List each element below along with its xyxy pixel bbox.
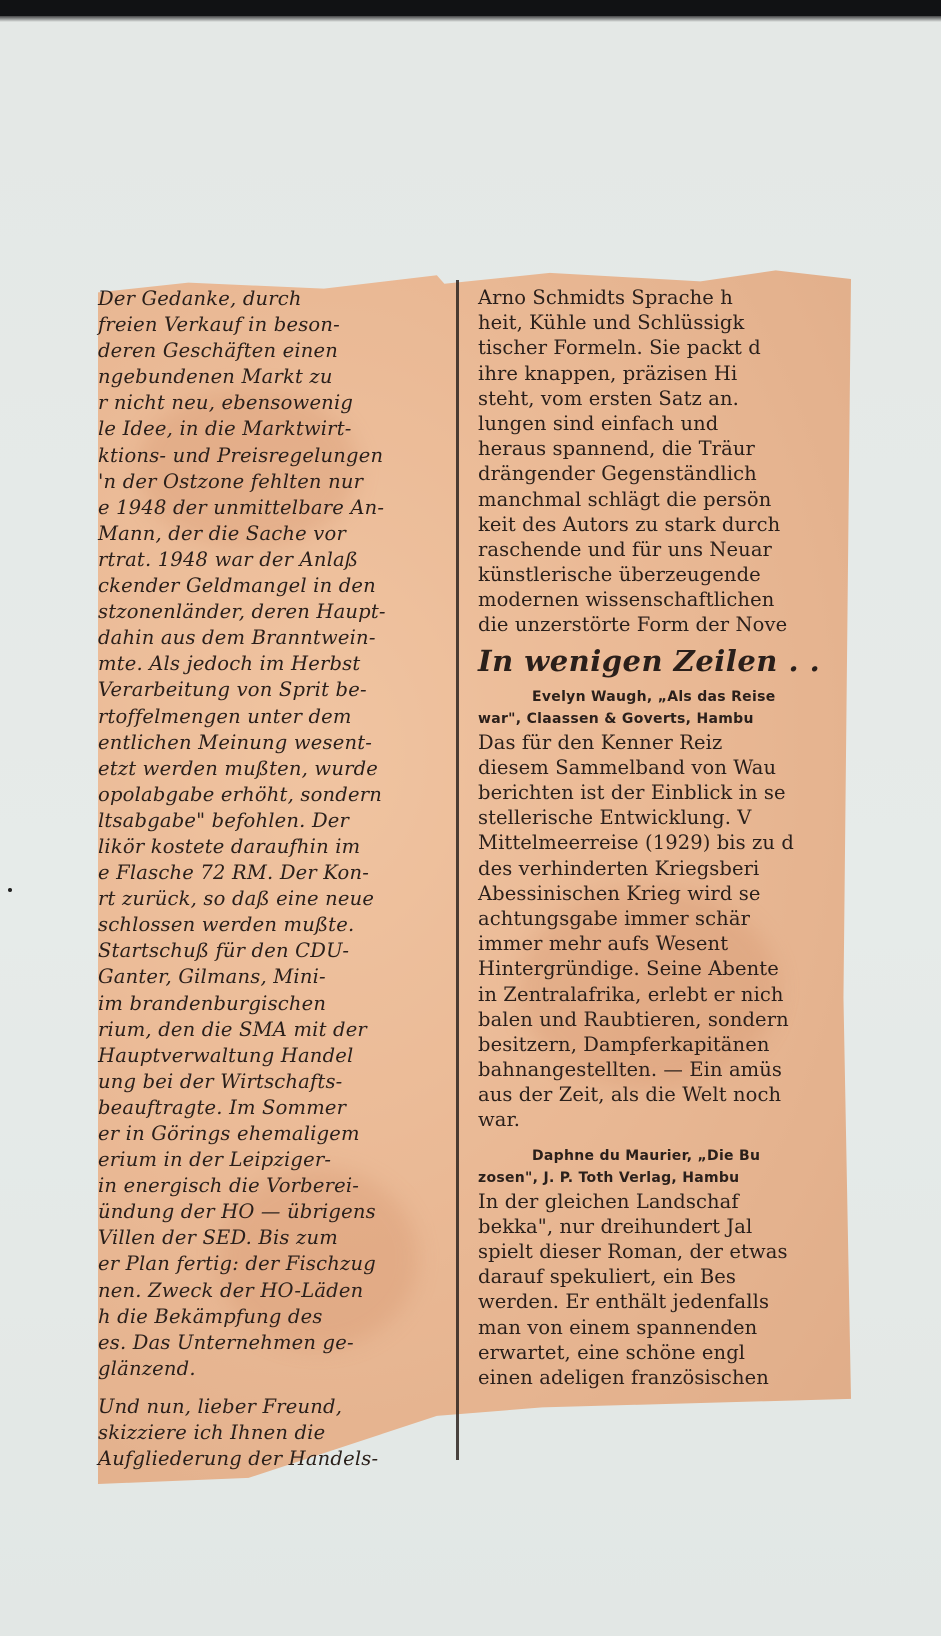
article-line: glänzend.: [98, 1356, 196, 1380]
article-line: r nicht neu, ebensowenig: [98, 391, 354, 415]
article-line: er Plan fertig: der Fischzug: [98, 1252, 376, 1276]
review-line: bekka", nur dreihundert Jal: [478, 1214, 753, 1238]
top-dark-edge: [0, 0, 941, 16]
review-line: spielt dieser Roman, der etwas: [478, 1240, 788, 1263]
review-line: lungen sind einfach und: [478, 411, 719, 435]
article-line: stzonenländer, deren Haupt-: [98, 600, 386, 624]
article-line: le Idee, in die Marktwirt-: [98, 417, 352, 441]
review-line: war.: [478, 1108, 521, 1132]
article-line: deren Geschäften einen: [98, 339, 339, 363]
review-intro-paragraph: [478, 285, 846, 638]
article-line: e Flasche 72 RM. Der Kon-: [98, 861, 370, 885]
review-credit-line: Daphne du Maurier, „Die Bu: [532, 1147, 761, 1164]
review-credit-line: war", Claassen & Goverts, Hambu: [478, 710, 754, 727]
review1-body: [478, 730, 846, 1133]
review-line: ihre knappen, präzisen Hi: [478, 361, 738, 385]
article-line: Mann, der die Sache vor: [98, 521, 346, 545]
review-line: des verhinderten Kriegsberi: [478, 856, 760, 880]
right-column-reviews: [478, 285, 846, 1455]
review-line: die unzerstörte Form der Nove: [478, 613, 788, 637]
article-line: Verarbeitung von Sprit be-: [98, 678, 367, 702]
review-line: darauf spekuliert, ein Bes: [478, 1265, 737, 1289]
review-line: modernen wissenschaftlichen: [478, 588, 775, 612]
article-line: schlossen werden mußte.: [98, 913, 355, 937]
article-line: e 1948 der unmittelbare An-: [98, 495, 385, 519]
left-column-article: [98, 286, 444, 1471]
review-line: Mittelmeerreise (1929) bis zu d: [478, 831, 794, 855]
article-line: rtrat. 1948 war der Anlaß: [98, 547, 359, 571]
review-line: heit, Kühle und Schlüssigk: [478, 311, 745, 335]
review-line: einen adeligen französischen: [478, 1365, 769, 1389]
article-line: likör kostete daraufhin im: [98, 834, 361, 858]
article-line: nen. Zweck der HO-Läden: [98, 1278, 364, 1302]
column-divider: [456, 280, 459, 1460]
article-line: rtoffelmengen unter dem: [98, 704, 352, 728]
article-line: rt zurück, so daß eine neue: [98, 887, 375, 911]
review-line: In der gleichen Landschaf: [478, 1189, 739, 1213]
review-line: werden. Er enthält jedenfalls: [478, 1290, 770, 1314]
article-line: h die Bekämpfung des: [98, 1304, 323, 1328]
review-line: raschende und für uns Neuar: [478, 537, 772, 561]
review-line: in Zentralafrika, erlebt er nich: [478, 982, 784, 1006]
article-line: beauftragte. Im Sommer: [98, 1095, 347, 1119]
review-credit-line: Evelyn Waugh, „Als das Reise: [532, 688, 776, 705]
article-line: Der Gedanke, durch: [98, 287, 302, 310]
review-line: berichten ist der Einblick in se: [478, 781, 786, 804]
review-line: Arno Schmidts Sprache h: [478, 286, 733, 309]
article-line: Hauptverwaltung Handel: [98, 1043, 354, 1067]
article-line: entlichen Meinung wesent-: [98, 730, 373, 754]
review-line: stellerische Entwicklung. V: [478, 806, 752, 830]
review-line: erwartet, eine schöne engl: [478, 1340, 746, 1364]
article-closing-line: Und nun, lieber Freund,: [98, 1394, 343, 1418]
review-line: Hintergründige. Seine Abente: [478, 957, 779, 981]
review-line: immer mehr aufs Wesent: [478, 932, 729, 956]
review-line: steht, vom ersten Satz an.: [478, 386, 739, 410]
review-line: Das für den Kenner Reiz: [478, 730, 723, 754]
review-line: achtungsgabe immer schär: [478, 906, 750, 930]
article-line: mte. Als jedoch im Herbst: [98, 652, 361, 676]
article-line: etzt werden mußten, wurde: [98, 756, 379, 780]
article-line: ltsabgabe" befohlen. Der: [98, 808, 350, 832]
article-line: dahin aus dem Branntwein-: [98, 626, 376, 650]
review-line: drängender Gegenständlich: [478, 462, 757, 486]
article-line: ckender Geldmangel in den: [98, 574, 376, 598]
article-line: im brandenburgischen: [98, 991, 327, 1015]
article-line: in energisch die Vorberei-: [98, 1174, 360, 1198]
article-line: Ganter, Gilmans, Mini-: [98, 965, 326, 989]
article-line: Startschuß für den CDU-: [98, 939, 350, 963]
article-closing-line: Aufgliederung der Handels-: [98, 1447, 379, 1471]
article-closing-line: skizziere ich Ihnen die: [98, 1421, 326, 1445]
review-line: keit des Autors zu stark durch: [478, 512, 781, 536]
review-line: manchmal schlägt die persön: [478, 487, 772, 511]
review-line: künstlerische überzeugende: [478, 563, 761, 587]
review-line: Abessinischen Krieg wird se: [478, 881, 761, 905]
review2-credit: [478, 1145, 846, 1189]
review-line: heraus spannend, die Träur: [478, 437, 755, 461]
article-line: rium, den die SMA mit der: [98, 1017, 367, 1041]
article-line: er in Görings ehemaligem: [98, 1122, 360, 1145]
review2-body: [478, 1189, 846, 1391]
article-line: ngebundenen Markt zu: [98, 365, 333, 389]
article-line: opolabgabe erhöht, sondern: [98, 782, 382, 806]
article-line: ündung der HO — übrigens: [98, 1200, 376, 1224]
article-line: ung bei der Wirtschafts-: [98, 1069, 343, 1093]
review-line: aus der Zeit, als die Welt noch: [478, 1083, 782, 1107]
review-line: diesem Sammelband von Wau: [478, 755, 777, 779]
review-credit-line: zosen", J. P. Toth Verlag, Hambu: [478, 1169, 740, 1186]
review-line: tischer Formeln. Sie packt d: [478, 336, 761, 360]
review-line: bahnangestellten. — Ein amüs: [478, 1058, 783, 1082]
article-line: freien Verkauf in beson-: [98, 313, 340, 337]
article-line: Villen der SED. Bis zum: [98, 1226, 338, 1250]
article-line: es. Das Unternehmen ge-: [98, 1330, 354, 1354]
section-heading: In wenigen Zeilen . .: [478, 643, 821, 678]
review-line: balen und Raubtieren, sondern: [478, 1007, 789, 1031]
review-line: besitzern, Dampferkapitänen: [478, 1032, 770, 1056]
article-line: erium in der Leipziger-: [98, 1148, 332, 1172]
review-line: man von einem spannenden: [478, 1315, 758, 1339]
margin-speck: [8, 888, 12, 892]
article-line: 'n der Ostzone fehlten nur: [98, 469, 364, 493]
review1-credit: [478, 686, 846, 730]
article-line: ktions- und Preisregelungen: [98, 443, 384, 467]
